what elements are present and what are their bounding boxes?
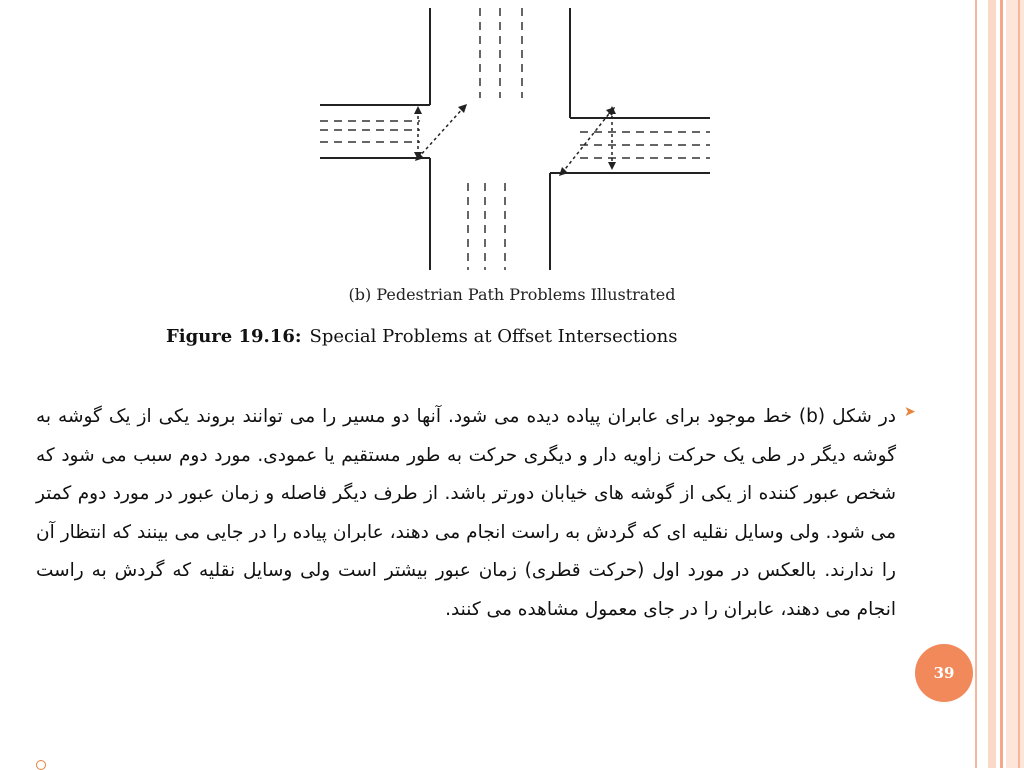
- subcaption-text: (b) Pedestrian Path Problems Illustrated: [348, 285, 676, 304]
- figure-caption-text: Special Problems at Offset Intersections: [309, 326, 678, 347]
- figure-caption: [166, 326, 677, 347]
- figure-subcaption: [0, 285, 1024, 304]
- bullet-dot-icon: [36, 760, 46, 770]
- figure-caption-label: Figure 19.16:: [166, 326, 302, 347]
- arrow-bullet-icon: ➤: [904, 404, 916, 420]
- body-paragraph: در شکل (b) خط موجود برای عابران پیاده دیده می شود. آنها دو مسیر را می توانند بروند یکی از یک گوشه به گوشه دیگر در طی یک حرکت زاویه دار و دیگری حرکت به طور مستقیم یا عمودی. مورد دوم سبب می شود که شخص عبور کننده از یکی از گوشه های خیابان دورتر باشد. از طرف دیگر فاصله و زمان عبور در مورد دوم کمتر می شود. ولی وسایل نقلیه ای که گردش به راست انجام می دهند، عابران پیاده را در جایی می بینند که انتظار آن را ندارند. بالعکس در مورد اول (حرکت قطری) زمان عبور بیشتر است ولی وسایل نقلیه که گردش به راست انجام می دهند، عابران را در جای معمول مشاهده می کنند.: [36, 406, 896, 620]
- decor-stripe: [1006, 0, 1024, 768]
- page-number: 39: [933, 664, 955, 682]
- decor-stripe: [988, 0, 996, 768]
- page-number-badge: [915, 644, 973, 702]
- decor-stripe: [1018, 0, 1020, 768]
- decor-stripe: [1000, 0, 1003, 768]
- intersection-diagram: [300, 8, 720, 270]
- decor-stripe: [975, 0, 977, 768]
